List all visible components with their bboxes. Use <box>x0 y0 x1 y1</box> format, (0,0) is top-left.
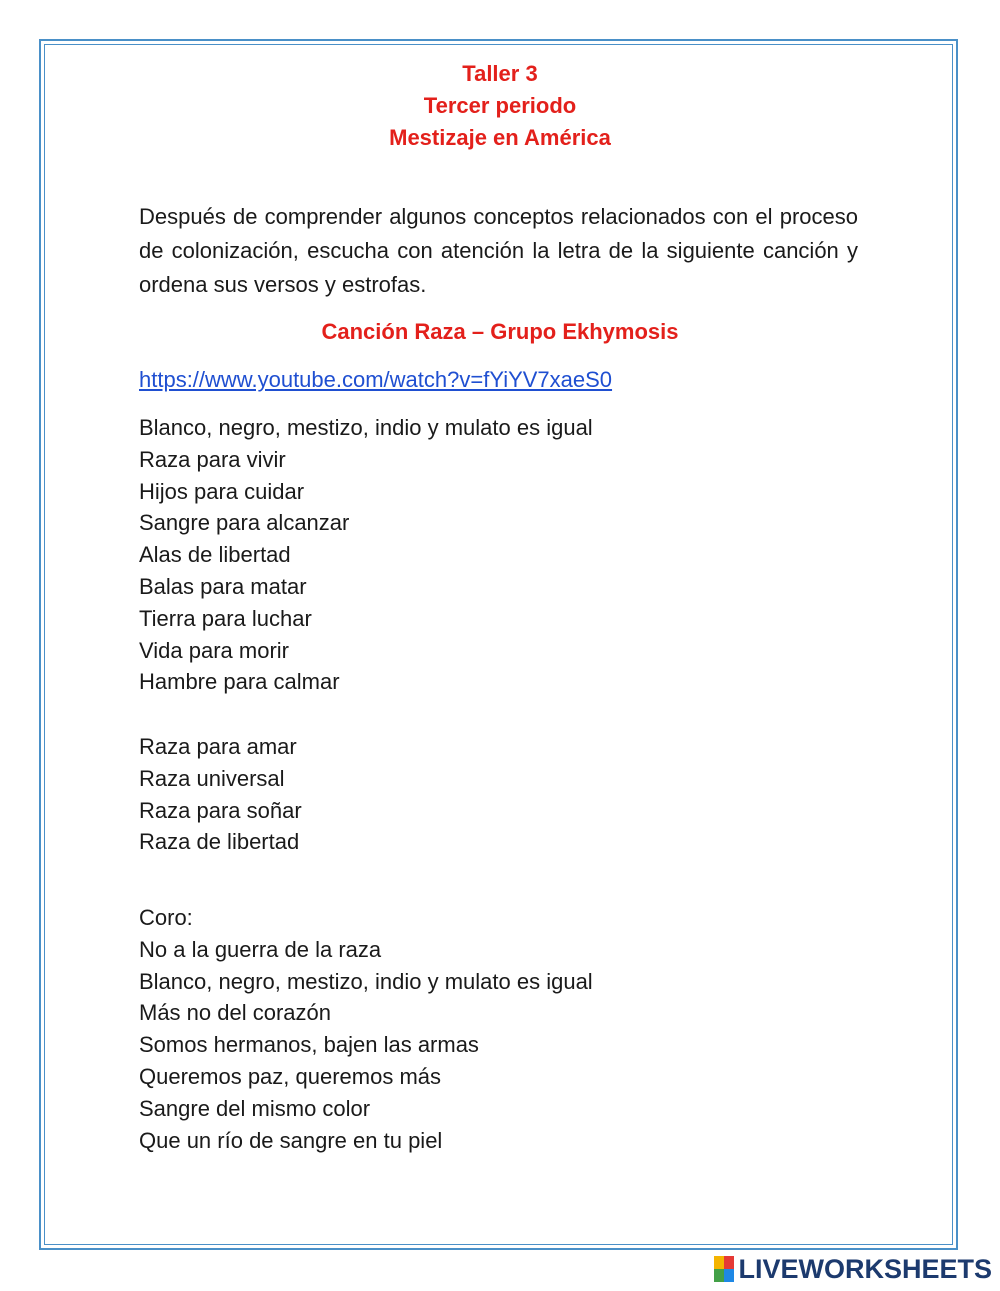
intro-paragraph: Después de comprender algunos conceptos relacionados con el proceso de colonización, escucha con atención la letra de la siguiente canción y ordena sus versos y estrofas. <box>139 204 858 297</box>
lyric-line: Alas de libertad <box>139 542 291 568</box>
lyric-line: Que un río de sangre en tu piel <box>139 1127 443 1153</box>
song-title: Canción Raza – Grupo Ekhymosis <box>321 319 679 344</box>
logo-square-2 <box>724 1256 734 1269</box>
lyric-line: Raza para soñar <box>139 797 302 823</box>
lyric-line: Raza para vivir <box>139 446 286 472</box>
title-line-2: Tercer periodo <box>423 93 577 118</box>
lyric-line: Más no del corazón <box>139 1000 331 1026</box>
lyric-line: Tierra para luchar <box>139 605 312 631</box>
title-line-3: Mestizaje en América <box>389 125 611 150</box>
lyric-line: Balas para matar <box>139 573 307 599</box>
lyric-line: Sangre del mismo color <box>139 1095 371 1121</box>
worksheet-title <box>0 58 1000 154</box>
lyric-line: Sangre para alcanzar <box>139 510 350 536</box>
lyric-line: Blanco, negro, mestizo, indio y mulato es igual <box>139 415 593 440</box>
stanza-chorus <box>139 902 593 1156</box>
stanza-2 <box>139 731 302 858</box>
song-link[interactable]: https://www.youtube.com/watch?v=fYiYV7xaeS0 <box>139 367 613 392</box>
logo-wordmark: LIVEWORKSHEETS <box>738 1254 992 1284</box>
lyric-line: Raza para amar <box>139 734 297 759</box>
lyric-line: Hambre para calmar <box>139 669 340 695</box>
chorus-label: Coro: <box>139 905 193 930</box>
lyric-line: Blanco, negro, mestizo, indio y mulato es igual <box>139 968 593 994</box>
lyric-line: No a la guerra de la raza <box>139 936 382 962</box>
lyric-line: Raza universal <box>139 765 285 791</box>
lyric-line: Queremos paz, queremos más <box>139 1063 442 1089</box>
lyric-line: Vida para morir <box>139 637 289 663</box>
liveworksheets-logo-icon <box>714 1256 734 1282</box>
title-line-1: Taller 3 <box>462 61 538 86</box>
logo-square-1 <box>714 1256 724 1269</box>
lyric-line: Somos hermanos, bajen las armas <box>139 1032 479 1058</box>
lyric-line: Hijos para cuidar <box>139 478 305 504</box>
stanza-1 <box>139 412 593 698</box>
logo-square-3 <box>714 1269 724 1282</box>
lyric-line: Raza de libertad <box>139 829 300 855</box>
liveworksheets-logo <box>714 1255 992 1283</box>
logo-square-4 <box>724 1269 734 1282</box>
